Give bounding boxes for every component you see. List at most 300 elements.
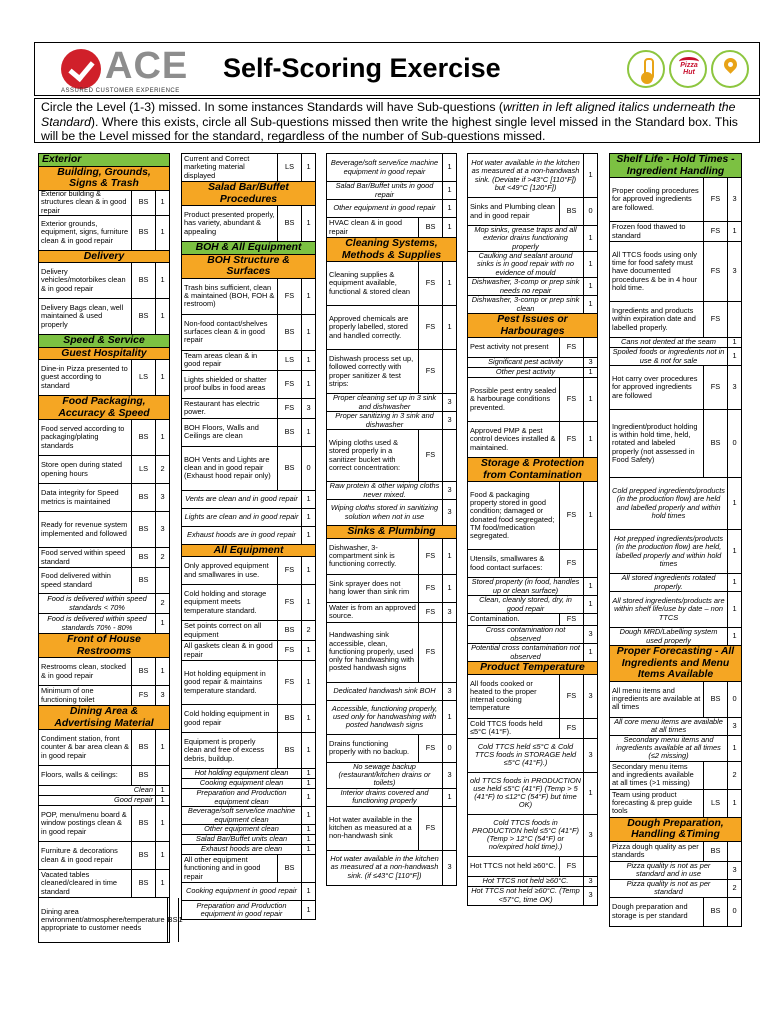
standard-text: Non-food contact/shelves surfaces clean & in good repair xyxy=(182,315,278,350)
standard-row xyxy=(610,790,741,818)
standard-row xyxy=(610,410,741,478)
level-value[interactable] xyxy=(584,338,597,357)
sub-question-row xyxy=(327,763,456,789)
sub-question-text: Cans not dented at the seam xyxy=(610,338,728,347)
level-value[interactable]: 1 xyxy=(160,372,165,382)
sub-question-text: Cooking equipment clean xyxy=(182,779,302,788)
sub-question-text: Proper sanitizing in 3 sink and dishwasher xyxy=(327,412,443,429)
level-value[interactable]: 1 xyxy=(306,511,311,521)
category-code: FS xyxy=(278,641,302,660)
level-value[interactable]: 1 xyxy=(160,311,165,321)
level-value[interactable] xyxy=(728,302,741,337)
category-code: FS xyxy=(560,719,584,738)
standard-text: All menu items and ingredients are available at all times xyxy=(610,682,704,717)
standard-row xyxy=(610,302,741,338)
level-value[interactable]: 1 xyxy=(160,227,165,237)
level-value[interactable]: 1 xyxy=(306,810,311,820)
level-value[interactable]: 1 xyxy=(306,904,311,914)
level-value[interactable]: 1 xyxy=(306,745,311,755)
level-value[interactable]: 1 xyxy=(588,434,593,444)
sub-question-text: All stored ingredients rotated properly. xyxy=(610,574,728,591)
sub-question-row xyxy=(468,154,597,198)
level-value[interactable]: 2 xyxy=(306,625,311,635)
sub-question-text: Other equipment in good repair xyxy=(327,200,443,217)
level-value[interactable]: 1 xyxy=(306,565,311,575)
sub-question-row xyxy=(610,574,741,592)
standard-row xyxy=(182,641,315,661)
sub-question-row xyxy=(327,851,456,885)
standard-text: Restrooms clean, stocked & in good repair xyxy=(39,658,132,685)
level-value[interactable]: 2 xyxy=(732,769,737,779)
level-value[interactable]: 1 xyxy=(306,426,311,436)
sub-question-row xyxy=(468,887,597,905)
standard-row xyxy=(39,263,169,299)
level-value[interactable]: 1 xyxy=(447,791,452,801)
instructions-text-b: ). Where this exists, circle all Sub-questions missed then write the highest single level missed in the Standard box. This will be the Level missed for the standard, regardless of the number of Sub-questions missed. xyxy=(41,114,738,143)
standard-text: Dishwash process set up, followed correctly with proper sanitizer & test strips: xyxy=(327,350,419,393)
standard-text: Dine-in Pizza presented to guest according to standard xyxy=(39,360,132,395)
level-value[interactable]: 1 xyxy=(160,197,165,207)
level-value[interactable]: 1 xyxy=(588,281,593,291)
level-value[interactable]: 3 xyxy=(588,890,593,900)
section-header: Food Packaging, Accuracy & Speed xyxy=(39,396,169,420)
level-value[interactable]: 1 xyxy=(306,824,311,834)
level-value[interactable]: 1 xyxy=(306,792,311,802)
sub-question-text: Hot TTCS not held ≥60°C. (Temp <57°C, time OK) xyxy=(468,887,584,905)
level-value[interactable] xyxy=(443,623,456,682)
sub-question-text: Salad Bar/Buffet units clean xyxy=(182,835,302,844)
level-value[interactable]: 1 xyxy=(732,797,737,807)
level-value[interactable]: 3 xyxy=(732,194,737,204)
standard-row xyxy=(468,550,597,578)
sub-question-row xyxy=(182,807,315,825)
category-code: BS xyxy=(278,206,302,241)
standard-text: Exterior building & structures clean & in good repair xyxy=(39,191,132,215)
sub-question-row xyxy=(182,883,315,901)
level-value[interactable]: 0 xyxy=(732,693,737,703)
level-value[interactable] xyxy=(584,719,597,738)
sub-question-text: All stored ingredients/products are within shelf life/use by date – non TTCS xyxy=(610,592,728,627)
standard-text: Floors, walls & ceilings: xyxy=(39,766,132,785)
standard-row xyxy=(610,842,741,862)
standard-text: Pizza dough quality as per standards xyxy=(610,842,704,861)
standard-text: Product presented properly, has variety, abundant & appealing xyxy=(182,206,278,241)
category-code: FS xyxy=(419,350,443,393)
standard-row xyxy=(610,222,741,242)
category-code: FS xyxy=(419,735,443,762)
level-value[interactable]: 3 xyxy=(732,720,737,730)
level-value[interactable]: 1 xyxy=(588,599,593,609)
level-value[interactable]: 1 xyxy=(588,787,593,797)
level-value[interactable]: 1 xyxy=(160,275,165,285)
level-value[interactable]: 1 xyxy=(306,354,311,364)
level-value[interactable]: 1 xyxy=(447,203,452,213)
category-code: BS xyxy=(278,855,302,882)
standard-text: All other equipment functioning and in good repair xyxy=(182,855,278,882)
sub-question-row xyxy=(610,862,741,880)
level-value[interactable]: 3 xyxy=(447,485,452,495)
level-value[interactable]: 3 xyxy=(588,629,593,639)
level-value[interactable]: 3 xyxy=(447,507,452,517)
standard-row xyxy=(468,614,597,626)
standard-row xyxy=(39,658,169,686)
sub-question-row xyxy=(327,701,456,735)
standard-text: Food delivered within speed standard xyxy=(39,568,132,593)
sub-question-row xyxy=(468,252,597,278)
standard-text: Hot water available in the kitchen as measured at a non-handwash sink xyxy=(327,807,419,850)
sub-question-row xyxy=(39,796,169,806)
level-value[interactable]: 1 xyxy=(732,631,737,641)
standard-text: Dishwasher, 3-compartment sink is functioning correctly. xyxy=(327,539,419,574)
level-value[interactable]: 3 xyxy=(447,862,452,872)
sub-question-text: Preparation and Production equipment in good repair xyxy=(182,901,302,919)
sub-question-text: Good repair xyxy=(39,796,156,805)
level-value[interactable]: 1 xyxy=(588,233,593,243)
level-value[interactable]: 1 xyxy=(447,185,452,195)
section-header: Salad Bar/Buffet Procedures xyxy=(182,182,315,206)
level-value[interactable]: 1 xyxy=(306,768,311,778)
category-code: BS xyxy=(132,484,156,511)
level-value[interactable]: 1 xyxy=(160,742,165,752)
standard-text: POP, menu/menu board & window postings clean & in good repair xyxy=(39,806,132,841)
category-code: BS xyxy=(278,621,302,640)
sub-question-text: Significant pest activity xyxy=(468,358,584,367)
level-value[interactable]: 3 xyxy=(160,690,165,700)
standard-row xyxy=(327,623,456,683)
level-value[interactable] xyxy=(584,614,597,625)
level-value[interactable]: 3 xyxy=(447,415,452,425)
category-code: BS xyxy=(278,705,302,732)
sub-question-text: Cold prepped ingredients/products (in the production flow) are held and labelled properly and within hold times xyxy=(610,478,728,529)
standard-row xyxy=(182,315,315,351)
sub-question-text: All core menu items are available at all times xyxy=(610,718,728,735)
level-value[interactable]: 1 xyxy=(306,493,311,503)
standard-text: Contamination. xyxy=(468,614,560,625)
instructions-italic: written in left aligned italics underneath the Standard xyxy=(41,100,736,129)
level-value[interactable]: 1 xyxy=(447,550,452,560)
level-value[interactable]: 1 xyxy=(160,795,165,805)
level-value[interactable]: 1 xyxy=(732,577,737,587)
level-value[interactable]: 1 xyxy=(447,162,452,172)
level-value[interactable]: 1 xyxy=(306,162,311,172)
sub-question-text: Wiping cloths stored in sanitizing solution when not in use xyxy=(327,500,443,525)
level-value[interactable]: 1 xyxy=(732,226,737,236)
level-value[interactable]: 0 xyxy=(306,462,311,472)
level-value[interactable]: 1 xyxy=(306,844,311,854)
standard-row xyxy=(327,807,456,851)
level-value[interactable]: 1 xyxy=(306,290,311,300)
level-value[interactable]: 3 xyxy=(160,524,165,534)
column-1 xyxy=(38,153,183,943)
standard-row xyxy=(39,870,169,898)
column-4 xyxy=(467,153,598,906)
standard-text: Trash bins sufficient, clean & maintained (BOH, FOH & restroom) xyxy=(182,279,278,314)
level-value[interactable]: 0 xyxy=(732,906,737,916)
standard-text: Utensils, smallwares & food contact surfaces: xyxy=(468,550,560,577)
level-value[interactable]: 3 xyxy=(447,769,452,779)
level-value[interactable]: 2 xyxy=(160,552,165,562)
level-value[interactable]: 2 xyxy=(160,464,165,474)
level-value[interactable]: 1 xyxy=(588,367,593,377)
level-value[interactable] xyxy=(584,857,597,876)
category-code: BS xyxy=(278,419,302,446)
level-value[interactable]: 1 xyxy=(588,170,593,180)
standard-row xyxy=(182,206,315,242)
sub-question-text: Stored property (in food, handles up or clean surface) xyxy=(468,578,584,595)
category-code: BS xyxy=(132,730,156,765)
level-value[interactable]: 1 xyxy=(732,498,737,508)
sub-question-text: Raw protein & other wiping cloths never mixed. xyxy=(327,482,443,499)
level-value[interactable]: 1 xyxy=(306,326,311,336)
level-value[interactable]: 1 xyxy=(160,666,165,676)
column-5 xyxy=(609,153,742,927)
level-value[interactable]: 1 xyxy=(732,742,737,752)
level-value[interactable]: 1 xyxy=(160,850,165,860)
level-value[interactable]: 3 xyxy=(588,749,593,759)
standard-text: Cold TTCS foods held ≤5°C (41°F). xyxy=(468,719,560,738)
standard-text: Team areas clean & in good repair xyxy=(182,351,278,370)
standard-row xyxy=(327,603,456,623)
category-code: BS xyxy=(132,658,156,685)
section-header: Speed & Service xyxy=(39,335,169,348)
level-value[interactable]: 1 xyxy=(732,351,737,361)
level-value[interactable]: 1 xyxy=(160,432,165,442)
standard-row xyxy=(39,686,169,706)
level-value[interactable]: 1 xyxy=(588,647,593,657)
category-code: FS xyxy=(278,661,302,704)
category-code: FS xyxy=(560,550,584,577)
sub-question-text: Mop sinks, grease traps and all exterior drains functioning properly xyxy=(468,226,584,251)
standard-row xyxy=(182,371,315,399)
level-value[interactable]: 3 xyxy=(588,875,593,885)
level-value[interactable]: 3 xyxy=(588,690,593,700)
level-value[interactable]: 1 xyxy=(160,818,165,828)
level-value[interactable]: 3 xyxy=(588,829,593,839)
standard-text: Food & packaging property stored in good condition; damaged or donated food segregated; TM food/medication segregated. xyxy=(468,482,560,549)
standard-row xyxy=(327,306,456,350)
level-value[interactable] xyxy=(443,430,456,481)
sub-question-row xyxy=(182,789,315,807)
sub-question-text: Cooking equipment in good repair xyxy=(182,883,302,900)
level-value[interactable]: 3 xyxy=(306,402,311,412)
standard-row xyxy=(468,857,597,877)
level-value[interactable]: 3 xyxy=(447,685,452,695)
level-value[interactable]: 1 xyxy=(588,394,593,404)
level-value[interactable]: 1 xyxy=(732,546,737,556)
level-value[interactable] xyxy=(584,550,597,577)
standard-row xyxy=(327,430,456,482)
level-value[interactable]: 1 xyxy=(588,259,593,269)
level-value[interactable]: 1 xyxy=(732,337,737,347)
category-code: FS xyxy=(278,399,302,418)
category-code: FS xyxy=(560,378,584,421)
category-code: FS xyxy=(419,306,443,349)
standard-text: Only approved equipment and smallwares in use. xyxy=(182,557,278,584)
level-value[interactable]: 3 xyxy=(732,382,737,392)
section-header: Delivery xyxy=(39,251,169,264)
level-value[interactable]: 1 xyxy=(447,278,452,288)
standard-row xyxy=(182,621,315,641)
standard-row xyxy=(610,366,741,410)
level-value[interactable]: 1 xyxy=(306,218,311,228)
column-2 xyxy=(181,153,316,920)
standard-row xyxy=(39,512,169,548)
level-value[interactable]: 1 xyxy=(160,878,165,888)
category-code: FS xyxy=(560,857,584,876)
instructions xyxy=(34,98,760,143)
standard-text: Possible pest entry sealed & harbourage conditions prevented. xyxy=(468,378,560,421)
standard-text: Data integrity for Speed metrics is maintained xyxy=(39,484,132,511)
category-code: FS xyxy=(560,338,584,357)
category-code: FS xyxy=(278,585,302,620)
standard-row xyxy=(182,705,315,733)
standard-row xyxy=(468,338,597,358)
standard-text: Sink sprayer does not hang lower than sink rim xyxy=(327,575,419,602)
category-code: FS xyxy=(278,371,302,398)
level-value[interactable]: 1 xyxy=(447,582,452,592)
category-code: BS xyxy=(704,898,728,926)
sub-question-row xyxy=(468,278,597,296)
level-value[interactable]: 1 xyxy=(160,618,165,628)
level-value[interactable]: 1 xyxy=(306,778,311,788)
level-value[interactable]: 1 xyxy=(306,645,311,655)
standard-row xyxy=(468,198,597,226)
standard-text: Lights shielded or shatter proof bulbs in food areas xyxy=(182,371,278,398)
sub-question-row xyxy=(610,348,741,366)
standard-row xyxy=(39,360,169,396)
category-code: BS xyxy=(419,218,443,237)
sub-question-text: Cold TTCS held ≤5°C & Cold TTCS foods in STORAGE held ≤5°C (41°F).) xyxy=(468,739,584,772)
category-code: BS xyxy=(168,898,179,942)
level-value[interactable]: 1 xyxy=(306,529,311,539)
sub-question-text: Dedicated handwash sink BOH xyxy=(327,683,443,700)
standard-row xyxy=(39,484,169,512)
level-value[interactable] xyxy=(302,855,315,882)
sub-question-row xyxy=(327,482,456,500)
level-value[interactable]: 3 xyxy=(732,864,737,874)
level-value[interactable]: 2 xyxy=(160,598,165,608)
sub-question-row xyxy=(468,296,597,314)
standard-text: Dough preparation and storage is per standard xyxy=(610,898,704,926)
standard-row xyxy=(39,842,169,870)
level-value[interactable] xyxy=(443,350,456,393)
category-code: BS xyxy=(278,447,302,490)
standard-row xyxy=(468,719,597,739)
sub-question-text: Dishwasher, 3-comp or prep sink clean xyxy=(468,296,584,313)
standard-row xyxy=(182,585,315,621)
logo-text: ACE xyxy=(105,45,189,87)
category-code: FS xyxy=(419,539,443,574)
level-value[interactable]: 1 xyxy=(447,322,452,332)
level-value[interactable]: 1 xyxy=(306,713,311,723)
level-value[interactable] xyxy=(156,568,169,593)
level-value[interactable]: 1 xyxy=(306,597,311,607)
level-value[interactable]: 0 xyxy=(588,206,593,216)
level-value[interactable]: 2 xyxy=(732,882,737,892)
category-code: FS xyxy=(278,279,302,314)
sub-question-row xyxy=(327,182,456,200)
sub-question-text: Salad Bar/Buffet units in good repair xyxy=(327,182,443,199)
level-value[interactable]: 1 xyxy=(447,711,452,721)
category-code: BS xyxy=(132,806,156,841)
standard-row xyxy=(39,730,169,766)
level-value[interactable]: 1 xyxy=(588,510,593,520)
level-value[interactable] xyxy=(156,766,169,785)
level-value[interactable]: 1 xyxy=(447,222,452,232)
standard-text: Handwashing sink accessible, clean, functioning properly, used only for handwashing with posted handwash signs xyxy=(327,623,419,682)
section-header: Shelf Life - Hold Times - Ingredient Handling xyxy=(610,154,741,178)
standard-text: All foods cooked or heated to the proper internal cooking temperature xyxy=(468,675,560,718)
standard-text: Approved chemicals are properly labelled, stored and handled correctly. xyxy=(327,306,419,349)
level-value[interactable]: 1 xyxy=(732,604,737,614)
sub-question-row xyxy=(327,154,456,182)
standard-row xyxy=(468,378,597,422)
sub-question-row xyxy=(327,500,456,526)
level-value[interactable]: 1 xyxy=(588,299,593,309)
level-value[interactable]: 0 xyxy=(447,742,452,752)
standard-row xyxy=(610,898,741,926)
section-header: Cleaning Systems, Methods & Supplies xyxy=(327,238,456,262)
sub-question-row xyxy=(39,594,169,614)
standard-row xyxy=(610,178,741,222)
category-code: BS xyxy=(132,299,156,334)
level-value[interactable]: 1 xyxy=(306,834,311,844)
level-value[interactable]: 3 xyxy=(447,606,452,616)
standard-text: Proper cooling procedures for approved ingredients are followed. xyxy=(610,178,704,221)
level-value[interactable]: 1 xyxy=(306,677,311,687)
standard-row xyxy=(182,661,315,705)
level-value[interactable]: 3 xyxy=(447,397,452,407)
standard-row xyxy=(610,242,741,302)
category-code: BS xyxy=(278,733,302,768)
category-code: LS xyxy=(278,154,302,181)
standard-row xyxy=(610,762,741,790)
level-value[interactable]: 3 xyxy=(160,492,165,502)
category-code: FS xyxy=(132,686,156,705)
standard-text: Ready for revenue system implemented and followed xyxy=(39,512,132,547)
section-header: Front of House Restrooms xyxy=(39,634,169,658)
standard-text: BOH Floors, Walls and Ceilings are clean xyxy=(182,419,278,446)
sub-question-text: Accessible, functioning properly, used only for handwashing with posted handwash signs xyxy=(327,701,443,734)
standard-text: Dining area environment/atmosphere/temperature appropriate to customer needs xyxy=(39,898,168,942)
sub-question-text: No sewage backup (restaurant/kitchen drains or toilets) xyxy=(327,763,443,788)
level-value[interactable]: 1 xyxy=(160,785,165,795)
standard-text: Vacated tables cleaned/cleared in time standard xyxy=(39,870,132,897)
level-value[interactable] xyxy=(728,842,741,861)
standard-row xyxy=(39,456,169,484)
standard-text: Food served within speed standard xyxy=(39,548,132,567)
sub-question-row xyxy=(610,880,741,898)
level-value[interactable]: 1 xyxy=(588,581,593,591)
level-value[interactable] xyxy=(443,807,456,850)
level-value[interactable]: 1 xyxy=(178,914,183,924)
standard-text: Food served according to packaging/plating standards xyxy=(39,420,132,455)
ace-logo xyxy=(61,47,211,93)
sub-question-row xyxy=(468,739,597,773)
standard-text: All TTCS foods using only time for food safety must have documented procedures & be in 4 hour hold time. xyxy=(610,242,704,301)
level-value[interactable]: 0 xyxy=(732,438,737,448)
sub-question-row xyxy=(182,527,315,545)
standard-text: Minimum of one functioning toilet xyxy=(39,686,132,705)
level-value[interactable]: 3 xyxy=(732,266,737,276)
level-value[interactable]: 1 xyxy=(306,378,311,388)
standard-text: Wiping cloths used & stored properly in a sanitizer bucket with correct concentration: xyxy=(327,430,419,481)
sub-question-text: Secondary menu items and ingredients available at all times (≤2 missing) xyxy=(610,736,728,761)
level-value[interactable]: 3 xyxy=(588,357,593,367)
sub-question-text: Clean xyxy=(39,786,156,795)
sub-question-text: Other pest activity xyxy=(468,368,584,377)
level-value[interactable]: 1 xyxy=(306,886,311,896)
